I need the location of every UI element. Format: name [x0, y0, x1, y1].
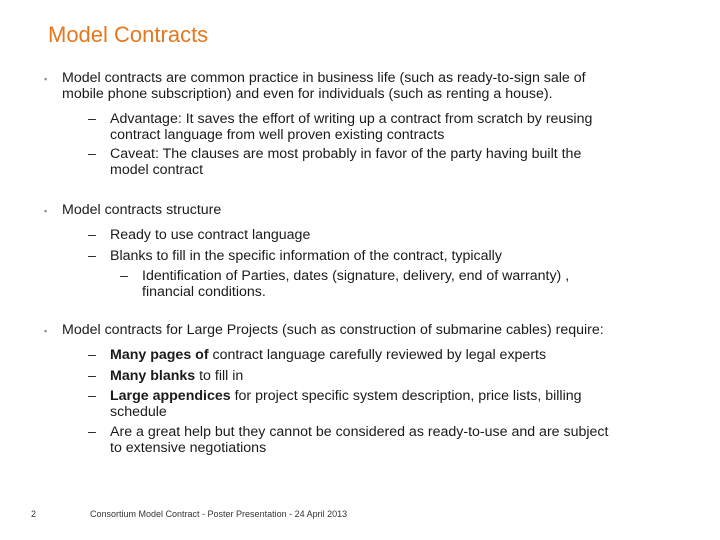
- plain-phrase: contract language carefully reviewed by legal experts: [208, 347, 547, 363]
- bullet-item: [44, 202, 221, 218]
- plain-phrase: to fill in: [195, 368, 244, 384]
- sub-bullet-item: [88, 146, 581, 178]
- sub-bullet-text-line: model contract: [110, 162, 204, 178]
- sub-bullet-text-line: [110, 388, 582, 404]
- bullet-text-line: Model contracts structure: [62, 202, 222, 218]
- bullet-item: [44, 322, 604, 338]
- page-number: 2: [31, 509, 37, 519]
- sub-bullet-text-line: Blanks to fill in the specific information of the contract, typically: [110, 248, 502, 264]
- sub-bullet-item: [88, 347, 546, 363]
- sub-bullet-item: [88, 248, 502, 264]
- bold-phrase: Large appendices: [110, 388, 231, 404]
- bold-phrase: Many pages of: [110, 347, 209, 363]
- sub-bullet-text-line: [110, 347, 546, 363]
- sub-bullet-text-line: to extensive negotiations: [110, 440, 267, 456]
- dash-marker: –: [88, 146, 96, 162]
- dash-marker: –: [88, 388, 96, 404]
- plain-phrase: for project specific system description, price lists, billing: [230, 388, 582, 404]
- sub-sub-bullet-item: [120, 268, 569, 300]
- slide-title: Model Contracts: [48, 22, 209, 47]
- bullet-text-line: Model contracts for Large Projects (such as construction of submarine cables) require:: [62, 322, 604, 338]
- square-bullet-icon: ▪: [44, 74, 48, 84]
- sub-bullet-text-line: Advantage: It saves the effort of writing up a contract from scratch by reusing: [110, 111, 593, 127]
- sub-bullet-item: [88, 388, 582, 420]
- square-bullet-icon: ▪: [44, 206, 48, 216]
- dash-marker: –: [88, 424, 96, 440]
- footer-text: Consortium Model Contract - Poster Presentation - 24 April 2013: [90, 509, 348, 519]
- bullet-text-line: Model contracts are common practice in business life (such as ready-to-sign sale of: [62, 70, 586, 86]
- dash-marker: –: [88, 347, 96, 363]
- sub-bullet-text-line: schedule: [110, 404, 167, 420]
- sub-bullet-item: [88, 424, 608, 456]
- sub-bullet-text-line: contract language from well proven existing contracts: [110, 127, 445, 143]
- sub-sub-bullet-text-line: financial conditions.: [142, 284, 266, 300]
- square-bullet-icon: ▪: [44, 326, 48, 336]
- sub-bullet-text-line: [110, 368, 243, 384]
- sub-sub-bullet-text-line: Identification of Parties, dates (signature, delivery, end of warranty) ,: [142, 268, 570, 284]
- bullet-text-line: mobile phone subscription) and even for individuals (such as renting a house).: [62, 86, 553, 102]
- sub-bullet-item: [88, 227, 310, 243]
- sub-bullet-item: [88, 111, 592, 143]
- dash-marker: –: [88, 248, 96, 264]
- sub-bullet-text-line: Ready to use contract language: [110, 227, 311, 243]
- sub-bullet-text-line: Caveat: The clauses are most probably in favor of the party having built the: [110, 146, 582, 162]
- dash-marker: –: [88, 227, 96, 243]
- bold-phrase: Many blanks: [110, 368, 196, 384]
- dash-marker: –: [88, 111, 96, 127]
- bullet-item: [44, 70, 586, 102]
- dash-marker: –: [120, 268, 128, 284]
- dash-marker: –: [88, 368, 96, 384]
- sub-bullet-item: [88, 368, 243, 384]
- sub-bullet-text-line: Are a great help but they cannot be considered as ready-to-use and are subject: [110, 424, 609, 440]
